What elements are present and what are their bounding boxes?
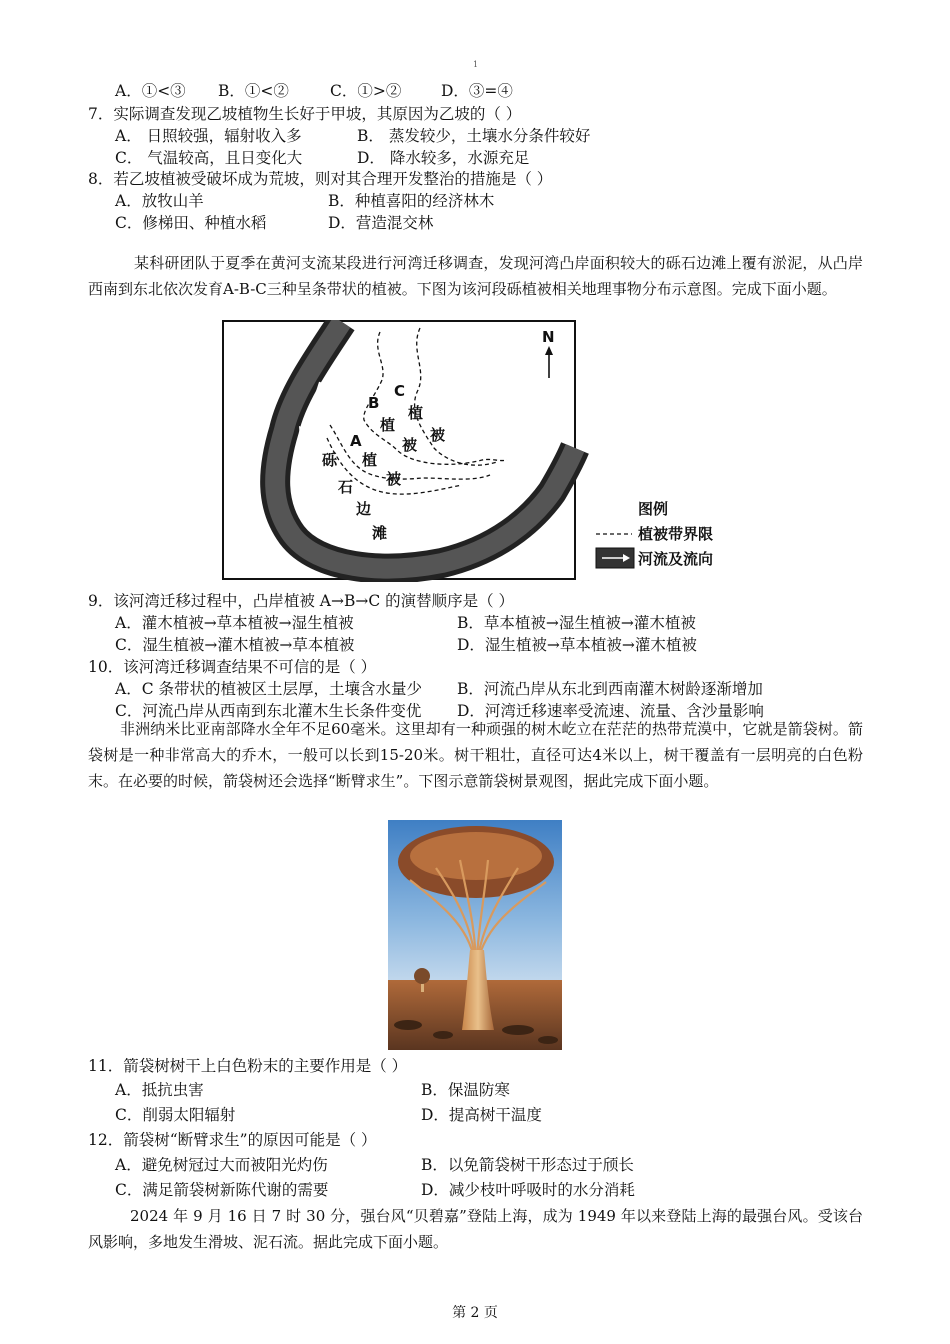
- quiver-tree-photo: [388, 820, 562, 1050]
- label-b: B: [368, 394, 380, 412]
- passage-river-bend: 某科研团队于夏季在黄河支流某段进行河湾迁移调查，发现河湾凸岸面积较大的砾石边滩上覆有淤泥，从凸岸西南到东北依次发育A-B-C三种呈条带状的植被。下图为该河段砾植被相关地理事物分布示意图。完成下面小题。: [88, 254, 863, 298]
- label-a: A: [350, 432, 362, 450]
- q12-stem: 12．箭袋树“断臂求生”的原因可能是（ ）: [88, 1131, 377, 1149]
- photo-distant-crown: [414, 968, 430, 984]
- q11-option-a: A．抵抗虫害: [115, 1081, 204, 1099]
- label-gravel-2: 石: [338, 478, 354, 496]
- q9-option-a: A．灌木植被→草本植被→湿生植被: [115, 614, 354, 632]
- label-a-bei: 被: [386, 470, 402, 488]
- q9-option-b: B．草本植被→湿生植被→灌木植被: [457, 614, 696, 632]
- q7-option-d: D． 降水较多，水源充足: [357, 149, 530, 167]
- legend-river-text: 河流及流向: [638, 550, 714, 568]
- q11-option-d: D．提高树干温度: [421, 1106, 542, 1124]
- label-a-zhi: 植: [362, 451, 378, 469]
- q10-option-b: B．河流凸岸从东北到西南灌木树龄逐渐增加: [457, 680, 763, 698]
- q11-stem: 11．箭袋树树干上白色粉末的主要作用是（ ）: [88, 1057, 408, 1075]
- q10-stem: 10．该河湾迁移调查结果不可信的是（ ）: [88, 658, 377, 676]
- q8-stem: 8．若乙坡植被受破坏成为荒坡，则对其合理开发整治的措施是（ ）: [88, 170, 553, 188]
- passage-quiver-tree: 非洲纳米比亚南部降水全年不足60毫米。这里却有一种顽强的树木屹立在茫茫的热带荒漠中，它就是箭袋树。箭袋树是一种非常高大的乔木，一般可以长到15-20米。树干粗壮，直径可达4米以上，树干覆盖有一层明亮的白色粉末。在必要的时候，箭袋树还会选择“断臂求生”。下图示意箭袋树景观图，据此完成下面小题。: [88, 720, 863, 790]
- q7-option-b: B． 蒸发较少，土壤水分条件较好: [357, 127, 591, 145]
- legend-title: 图例: [638, 500, 669, 518]
- q10-option-d: D．河湾迁移速率受流速、流量、含沙量影响: [457, 702, 764, 720]
- q11-option-c: C．削弱太阳辐射: [115, 1106, 236, 1124]
- q12-option-d: D．减少枝叶呼吸时的水分消耗: [421, 1181, 635, 1199]
- label-c-bei: 被: [430, 426, 446, 444]
- page-number: 第 2 页: [452, 1305, 498, 1321]
- q8-option-c: C．修梯田、种植水稻: [115, 214, 267, 232]
- header-mark: 1: [473, 60, 479, 69]
- label-gravel-3: 边: [356, 500, 372, 518]
- q6-option-b: B．①<②: [218, 82, 289, 100]
- photo-crown-highlight: [410, 832, 542, 880]
- legend-boundary-text: 植被带界限: [638, 525, 714, 543]
- q10-option-c: C．河流凸岸从西南到东北灌木生长条件变优: [115, 702, 422, 720]
- q12-option-b: B．以免箭袋树干形态过于颀长: [421, 1156, 634, 1174]
- q6-option-c: C．①>②: [330, 82, 402, 100]
- q12-option-a: A．避免树冠过大而被阳光灼伤: [115, 1156, 328, 1174]
- q8-option-b: B．种植喜阳的经济林木: [328, 192, 495, 210]
- q9-option-c: C．湿生植被→灌木植被→草本植被: [115, 636, 355, 654]
- q7-stem: 7．实际调查发现乙坡植物生长好于甲坡，其原因为乙坡的（ ）: [88, 105, 522, 123]
- q8-option-d: D．营造混交林: [328, 214, 434, 232]
- label-b-zhi: 植: [380, 416, 396, 434]
- q11-option-b: B．保温防寒: [421, 1081, 510, 1099]
- q7-option-a: A． 日照较强，辐射收入多: [115, 127, 302, 145]
- river-bend-map: [222, 320, 742, 582]
- q9-option-d: D．湿生植被→草本植被→灌木植被: [457, 636, 697, 654]
- q9-stem: 9．该河湾迁移过程中，凸岸植被 A→B→C 的演替顺序是（ ）: [88, 592, 515, 610]
- q10-option-a: A．C 条带状的植被区土层厚，土壤含水量少: [115, 680, 422, 698]
- q7-option-c: C． 气温较高，且日变化大: [115, 149, 303, 167]
- label-c: C: [394, 382, 406, 400]
- passage-typhoon: 2024 年 9 月 16 日 7 时 30 分，强台风“贝碧嘉”登陆上海，成为 1949 年以来登陆上海的最强台风。受该台风影响，多地发生滑坡、泥石流。据此完成下面小题。: [88, 1207, 863, 1251]
- label-b-bei: 被: [402, 436, 418, 454]
- north-label: N: [542, 328, 555, 346]
- q6-option-a: A．①<③: [115, 82, 186, 100]
- q12-option-c: C．满足箭袋树新陈代谢的需要: [115, 1181, 329, 1199]
- label-gravel-4: 滩: [372, 524, 388, 542]
- label-c-zhi: 植: [408, 404, 424, 422]
- q6-option-d: D．③=④: [441, 82, 513, 100]
- q8-option-a: A．放牧山羊: [115, 192, 204, 210]
- label-gravel-1: 砾: [322, 451, 338, 469]
